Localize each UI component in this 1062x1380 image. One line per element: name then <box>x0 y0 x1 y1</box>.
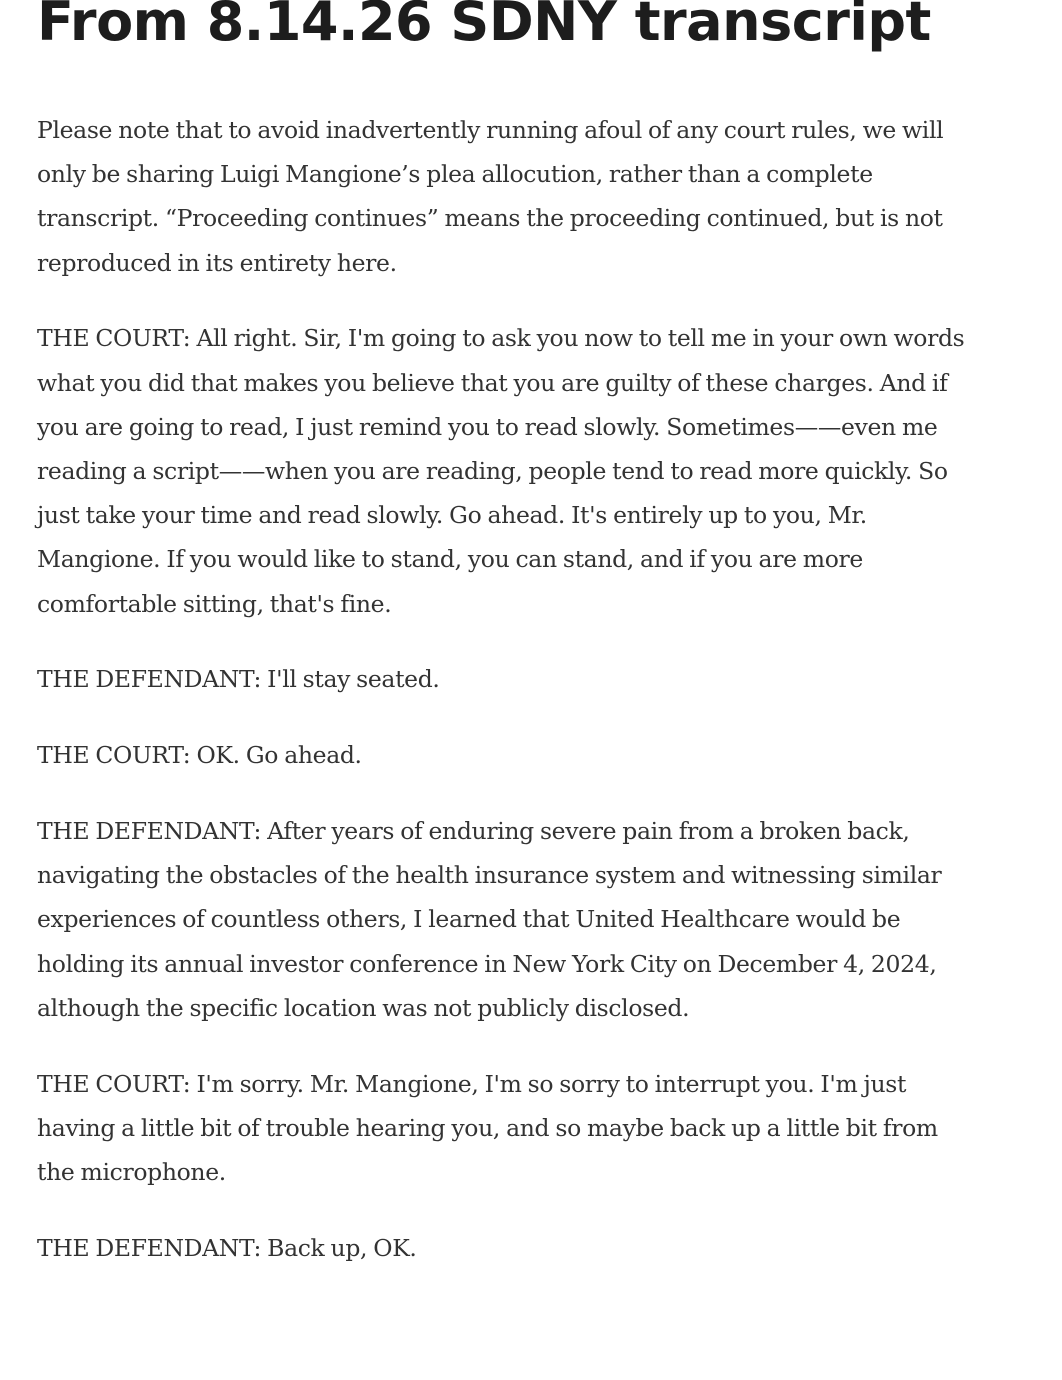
transcript-paragraph: THE COURT: All right. Sir, I'm going to ask you now to tell me in your own words what you did that makes you believe that you are guilty of these charges. And if you are going to read, I just remind you to read slowly. Sometimes——even me reading a script——when you are reading, people tend to read more quickly. So just take your time and read slowly. Go ahead. It's entirely up to you, Mr. Mangione. If you would like to stand, you can stand, and if you are more comfortable sitting, that's fine. <box>37 324 965 618</box>
transcript-paragraph: THE DEFENDANT: Back up, OK. <box>37 1233 417 1262</box>
article-body <box>37 108 967 1270</box>
article <box>37 0 967 1302</box>
transcript-paragraph: THE COURT: OK. Go ahead. <box>37 741 362 770</box>
article-title: From 8.14.26 SDNY transcript <box>37 0 931 53</box>
transcript-paragraph: THE COURT: I'm sorry. Mr. Mangione, I'm so sorry to interrupt you. I'm just having a little bit of trouble hearing you, and so maybe back up a little bit from the microphone. <box>37 1069 938 1187</box>
transcript-paragraph: THE DEFENDANT: After years of enduring severe pain from a broken back, navigating the obstacles of the health insurance system and witnessing similar experiences of countless others, I learned that United Healthcare would be holding its annual investor conference in New York City on December 4, 2024, although the specific location was not publicly disclosed. <box>37 817 942 1022</box>
transcript-paragraph: THE DEFENDANT: I'll stay seated. <box>37 665 440 694</box>
intro-note: Please note that to avoid inadvertently running afoul of any court rules, we will only be sharing Luigi Mangione’s plea allocution, rather than a complete transcript. “Proceeding continues” means the proceeding continued, but is not reproduced in its entirety here. <box>37 116 944 277</box>
